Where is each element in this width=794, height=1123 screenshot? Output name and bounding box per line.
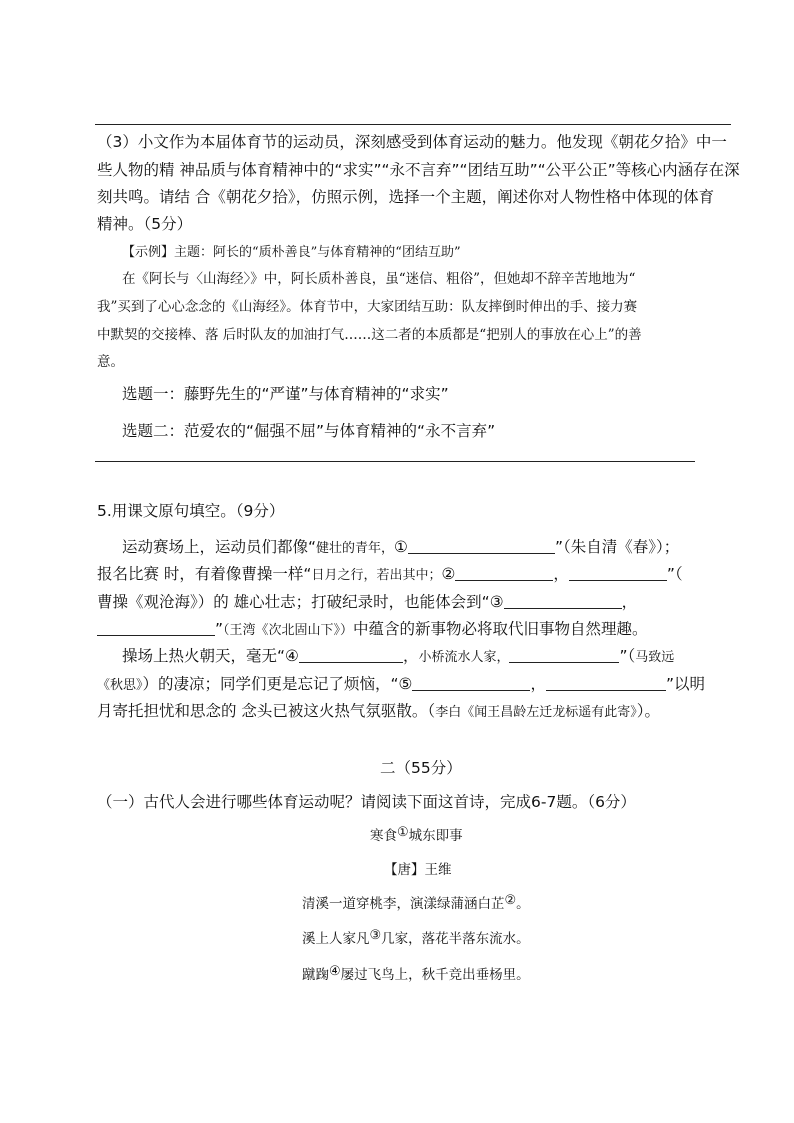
- q3-line-4: 精神。（5分）: [97, 215, 193, 233]
- q5-text: ”（: [619, 647, 636, 665]
- poem-author: 【唐】王维: [384, 862, 452, 878]
- poem-text: 几家，落花半落东流水。: [381, 931, 530, 947]
- blank-number-4: ④: [285, 647, 299, 665]
- q5-text: 运动赛场上，运动员们都像“: [122, 538, 317, 556]
- q5-text: ）的凄凉；同学们更是忘记了烦恼，“: [142, 675, 399, 693]
- q5-text: ，: [530, 675, 546, 693]
- q5-text: ”以明: [665, 675, 705, 693]
- top-rule: [95, 124, 731, 125]
- source: 李白《闻王昌龄左迁龙标遥有此寄》: [435, 705, 637, 720]
- poem-line-2: [302, 929, 530, 950]
- q5-text: ，: [402, 647, 419, 665]
- q5-line-3: [97, 591, 637, 613]
- poem-text: 蹴踘: [302, 967, 329, 983]
- section-intro: （一）古代人会进行哪些体育运动呢？请阅读下面这首诗，完成6-7题。（6分）: [97, 793, 636, 811]
- footnote-marker: ③: [369, 928, 382, 943]
- q3-line-2: 些人物的精 神品质与体育精神中的“求实”“永不言弃”“团结互助”“公平公正”等核心内涵存在深: [97, 161, 740, 179]
- poem-text: 城东即事: [408, 828, 463, 844]
- q5-text: ”: [215, 620, 224, 638]
- blank-2b[interactable]: [569, 566, 667, 581]
- poem-text: 屡过飞鸟上，秋千竞出垂杨里。: [340, 967, 530, 983]
- blank-number-5: ⑤: [398, 675, 413, 693]
- q5-text: ）。: [636, 702, 660, 720]
- q5-text: 曹操《观沧海》）的 雄心壮志；打破纪录时，也能体会到“: [97, 593, 490, 611]
- q5-text: ”（: [666, 565, 683, 583]
- source: 《秋思》: [97, 678, 143, 693]
- poem-line-1: [302, 894, 530, 915]
- source: 马致远: [635, 650, 675, 665]
- option-1: 选题一：藤野先生的“严谨”与体育精神的“求实”: [122, 385, 449, 403]
- blank-number-2: ②: [441, 565, 456, 583]
- example-title: 【示例】主题：阿长的“质朴善良”与体育精神的“团结互助”: [122, 245, 461, 260]
- q5-text: 月寄托担忧和思念的 念头已被这火热气氛驱散。（: [97, 702, 436, 720]
- poem-text: 清溪一道穿桃李，演漾绿蒲涵白芷: [302, 896, 505, 912]
- poem-line-3: [302, 965, 530, 986]
- poem-text: 寒食: [370, 828, 397, 844]
- blank-number-3: ③: [489, 593, 504, 611]
- q5-text: ”（朱自清《春》）；: [554, 538, 680, 556]
- blank-1[interactable]: [408, 539, 555, 554]
- blank-3a[interactable]: [504, 594, 622, 609]
- q5-line-5: [122, 645, 674, 669]
- q5-text: ，: [553, 565, 569, 583]
- blank-5b[interactable]: [546, 676, 666, 691]
- q5-title: 5.用课文原句填空。（9分）: [97, 502, 285, 520]
- q3-line-3: 刻共鸣。请结 合《朝花夕拾》，仿照示例，选择一个主题，阐述你对人物性格中体现的体育: [97, 188, 715, 206]
- footnote-marker: ②: [504, 893, 517, 908]
- blank-2a[interactable]: [455, 566, 553, 581]
- answer-line: [95, 461, 695, 462]
- example-line-3: 中默契的交接棒、落 后时队友的加油打气……这二者的本质都是“把别人的事放在心上”的善: [97, 327, 642, 343]
- poem-title: [370, 826, 463, 847]
- footnote-marker: ④: [329, 964, 341, 979]
- q5-text: 报名比赛 时，有着像曹操一样“: [97, 565, 312, 583]
- blank-5a[interactable]: [412, 676, 530, 691]
- q3-line-1: （3）小文作为本届体育节的运动员，深刻感受到体育运动的魅力。他发现《朝花夕拾》中一: [97, 133, 727, 151]
- blank-3b[interactable]: [97, 621, 215, 636]
- q5-text: 操场上热火朝天，毫无“: [122, 647, 286, 665]
- blank-4b[interactable]: [509, 648, 619, 663]
- poem-text: 。: [516, 896, 530, 912]
- q5-text: 中蕴含的新事物必将取代旧事物自然理趣。: [353, 620, 648, 638]
- footnote-marker: ①: [397, 825, 409, 840]
- example-line-2: 我”买到了心心念念的《山海经》。体育节中，大家团结互助：队友摔倒时伸出的手、接力赛: [97, 299, 638, 315]
- example-line-1: 在《阿长与〈山海经〉》中，阿长质朴善良，虽“迷信、粗俗”，但她却不辞辛苦地地为“: [122, 271, 636, 287]
- q5-line-4: [97, 618, 648, 642]
- q5-line-6: [97, 673, 705, 697]
- quote: 日月之行，若出其中；: [311, 568, 442, 583]
- source: （王湾《次北固山下》）: [223, 623, 354, 638]
- q5-line-7: [97, 700, 660, 724]
- quote: 小桥流水人家，: [418, 650, 510, 665]
- q5-text: ，: [621, 593, 638, 611]
- q5-line-2: [97, 563, 683, 587]
- blank-4a[interactable]: [299, 648, 403, 663]
- blank-number-1: ①: [394, 538, 408, 556]
- q5-line-1: [122, 536, 679, 560]
- section-heading: 二（55分）: [380, 759, 462, 777]
- poem-text: 溪上人家凡: [302, 931, 370, 947]
- example-line-4: 意。: [97, 354, 124, 370]
- quote: 健壮的青年，: [316, 541, 395, 556]
- option-2: 选题二：范爱农的“倔强不屈”与体育精神的“永不言弃”: [122, 422, 496, 440]
